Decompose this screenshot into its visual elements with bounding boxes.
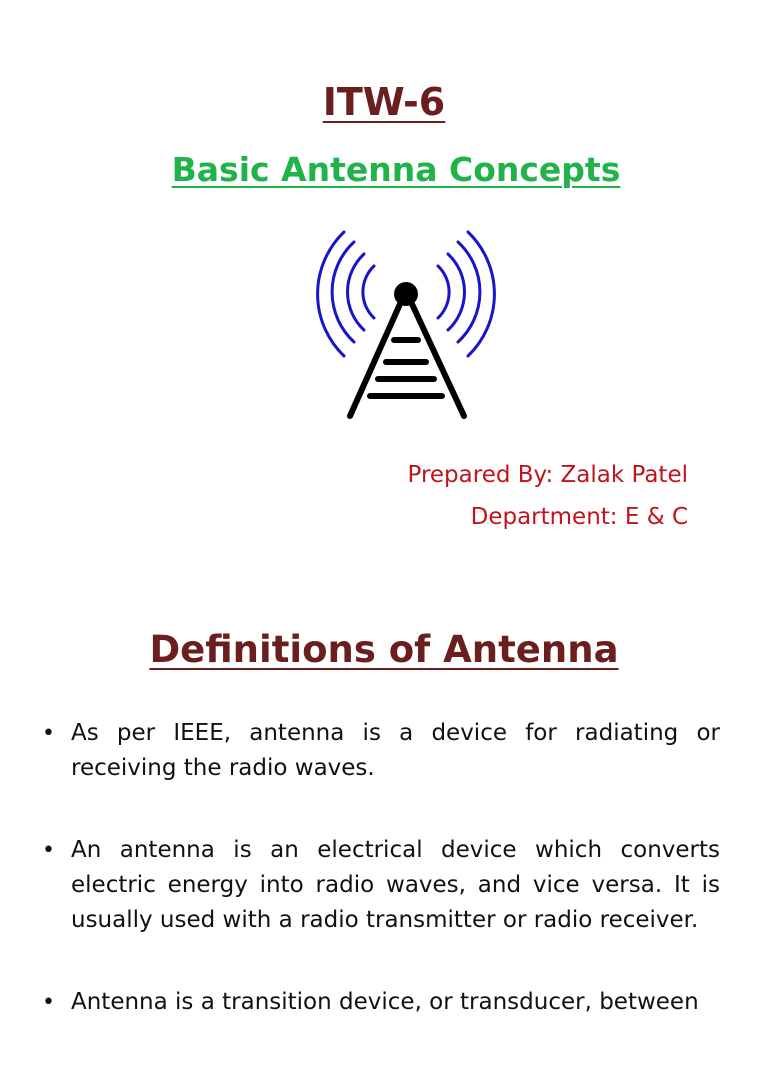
wave-right-1 [438,266,449,318]
bullet-text: As per IEEE, antenna is a device for radiating or receiving the radio waves. [71,720,720,781]
radio-tower-icon [312,230,502,422]
bullet-icon: • [42,838,55,863]
definitions-list [42,716,720,1067]
bullet-text: Antenna is a transition device, or transducer, between [71,989,699,1015]
slide-subtitle: Basic Antenna Concepts [171,150,621,189]
radio-waves-right [438,232,494,356]
bullet-icon: • [42,721,55,746]
slide-title: ITW-6 [322,80,446,124]
wave-right-3 [458,242,480,342]
list-item [42,833,720,938]
definitions-heading: Definitions of Antenna [149,628,619,671]
list-item [42,985,720,1020]
prepared-by-text: Prepared By: Zalak Patel [407,462,688,488]
wave-left-3 [332,242,354,342]
author-info [407,454,688,538]
radio-waves-left [318,232,374,356]
department-text: Department: E & C [470,504,688,530]
list-item [42,716,720,786]
bullet-text: An antenna is an electrical device which converts electric energy into radio waves, and vice versa. It is usually used with a radio transmitter or radio receiver. [71,837,720,933]
bullet-icon: • [42,990,55,1015]
wave-left-1 [363,266,374,318]
